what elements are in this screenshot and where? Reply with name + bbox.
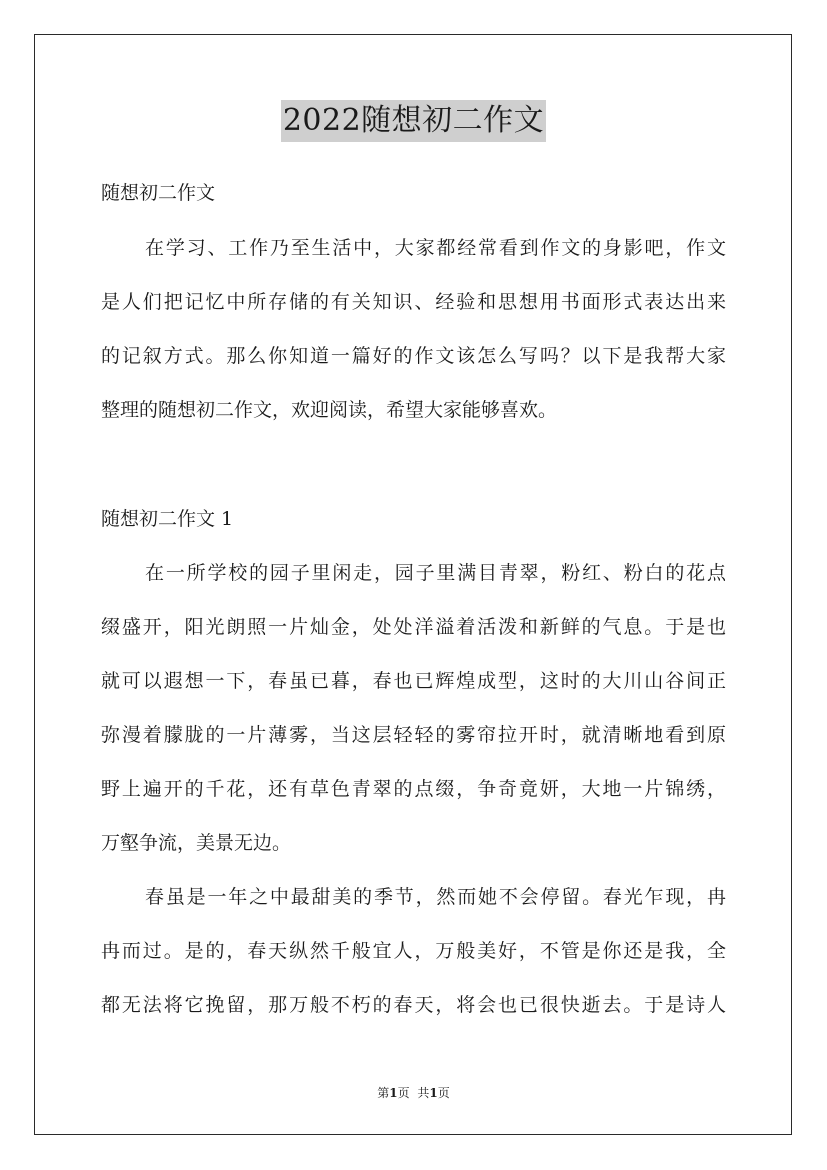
para1-line-6: 万壑争流，美景无边。 [101,832,292,854]
total-suffix: 页 [437,1086,450,1100]
title-container [0,100,827,142]
intro-line-3: 的记叙方式。那么你知道一篇好的作文该怎么写吗？以下是我帮大家 [101,345,726,367]
page-footer [0,1085,827,1101]
page-current: 1 [389,1086,398,1100]
para1-line-5: 野上遍开的千花，还有草色青翠的点缀，争奇竟妍，大地一片锦绣， [101,778,726,800]
intro-line-4: 整理的随想初二作文，欢迎阅读，希望大家能够喜欢。 [101,399,558,421]
page-suffix: 页 [397,1086,410,1100]
para2-line-1: 春虽是一年之中最甜美的季节，然而她不会停留。春光乍现，冉 [145,886,726,908]
para1-line-3: 就可以遐想一下，春虽已暮，春也已辉煌成型，这时的大川山谷间正 [101,670,726,692]
para2-line-2: 冉而过。是的，春天纵然千般宜人，万般美好，不管是你还是我，全 [101,940,726,962]
para1-line-2: 缀盛开，阳光朗照一片灿金，处处洋溢着活泼和新鲜的气息。于是也 [101,616,726,638]
document-title: 2022随想初二作文 [281,100,546,142]
intro-line-1: 在学习、工作乃至生活中，大家都经常看到作文的身影吧，作文 [145,237,726,259]
document-subtitle: 随想初二作文 [101,182,216,204]
para2-line-3: 都无法将它挽留，那万般不朽的春天，将会也已很快逝去。于是诗人 [101,994,726,1016]
para1-line-4: 弥漫着朦胧的一片薄雾，当这层轻轻的雾帘拉开时，就清晰地看到原 [101,724,726,746]
para1-line-1: 在一所学校的园子里闲走，园子里满目青翠，粉红、粉白的花点 [145,562,726,584]
intro-line-2: 是人们把记忆中所存储的有关知识、经验和思想用书面形式表达出来 [101,291,726,313]
section-heading: 随想初二作文 1 [101,508,234,530]
page-total: 1 [429,1086,438,1100]
total-prefix: 共 [417,1086,430,1100]
page-prefix: 第 [377,1086,390,1100]
